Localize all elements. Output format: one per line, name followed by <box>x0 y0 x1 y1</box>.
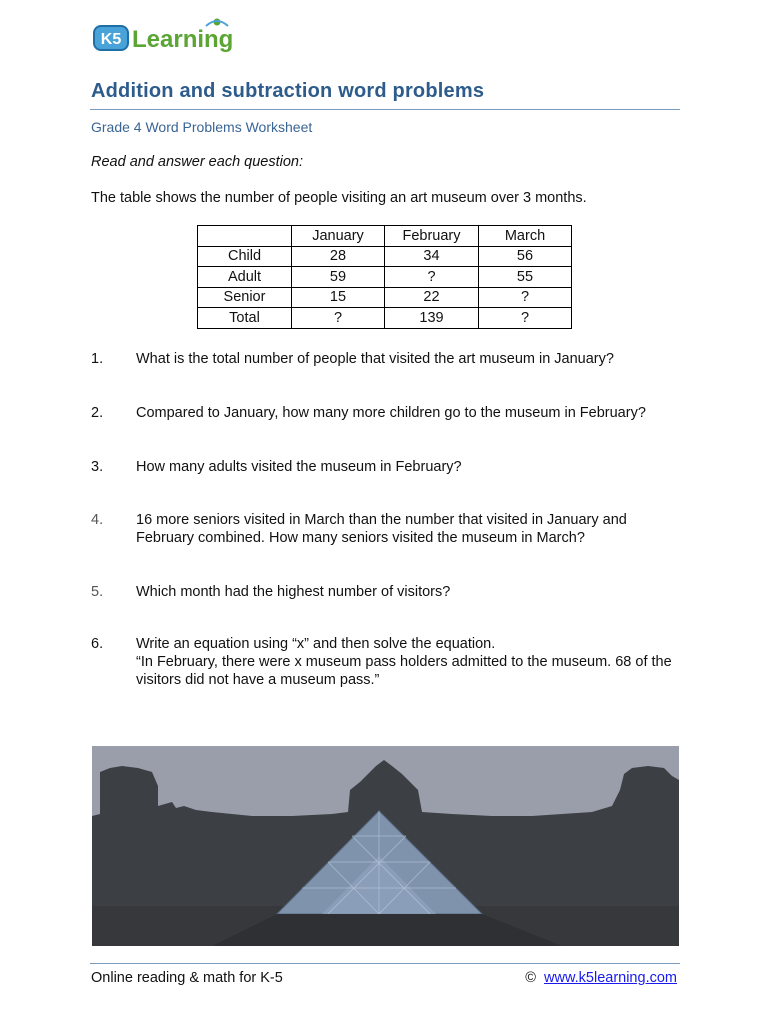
question-number: 1. <box>91 351 104 367</box>
table-row <box>198 308 572 329</box>
question-text: What is the total number of people that visited the art museum in January? <box>136 351 614 367</box>
table-cell: Child <box>198 246 292 267</box>
table-cell: 34 <box>385 246 479 267</box>
table-row <box>198 267 572 288</box>
table-cell: Adult <box>198 267 292 288</box>
table-cell: Total <box>198 308 292 329</box>
table-cell: 139 <box>385 308 479 329</box>
copyright-symbol: © <box>525 970 536 986</box>
page-subtitle: Grade 4 Word Problems Worksheet <box>91 119 313 135</box>
table-cell: ? <box>292 308 385 329</box>
table-cell: ? <box>479 287 572 308</box>
question-number: 3. <box>91 459 104 475</box>
louvre-pyramid-image <box>92 746 679 946</box>
table-cell: 15 <box>292 287 385 308</box>
question-number: 4. <box>91 512 104 528</box>
page-title: Addition and subtraction word problems <box>91 80 485 102</box>
question-text: 16 more seniors visited in March than the number that visited in January and February combined. How many seniors visited the museum in March? <box>136 512 627 546</box>
museum-visitors-table <box>197 225 572 329</box>
k5-learning-logo <box>92 14 262 60</box>
table-cell: Senior <box>198 287 292 308</box>
question-number: 6. <box>91 636 104 652</box>
table-cell: 59 <box>292 267 385 288</box>
footer-copyright <box>525 970 677 986</box>
table-cell: 28 <box>292 246 385 267</box>
table-header-cell: February <box>385 226 479 247</box>
question-number: 5. <box>91 584 104 600</box>
table-cell: ? <box>385 267 479 288</box>
table-header-cell: March <box>479 226 572 247</box>
question-number: 2. <box>91 405 104 421</box>
intro-text: The table shows the number of people visiting an art museum over 3 months. <box>91 190 587 206</box>
logo-learning-text: Learning <box>132 26 234 53</box>
question-text: How many adults visited the museum in February? <box>136 459 462 475</box>
table-row <box>198 246 572 267</box>
table-cell: 56 <box>479 246 572 267</box>
logo-k5-text: K5 <box>100 31 122 48</box>
table-row <box>198 287 572 308</box>
instructions: Read and answer each question: <box>91 154 304 170</box>
table-cell: 22 <box>385 287 479 308</box>
table-cell: 55 <box>479 267 572 288</box>
table-cell: ? <box>479 308 572 329</box>
footer-tagline: Online reading & math for K-5 <box>91 970 283 986</box>
question-text: Compared to January, how many more children go to the museum in February? <box>136 405 646 421</box>
footer-divider <box>90 963 680 964</box>
table-header-cell <box>198 226 292 247</box>
question-text-quote: “In February, there were x museum pass holders admitted to the museum. 68 of the visitors did not have a museum pass.” <box>136 654 672 688</box>
question-text: Write an equation using “x” and then solve the equation. <box>136 636 496 652</box>
table-header-row <box>198 226 572 247</box>
question-text: Which month had the highest number of visitors? <box>136 584 451 600</box>
title-divider <box>90 109 680 110</box>
table-header-cell: January <box>292 226 385 247</box>
k5learning-link[interactable]: www.k5learning.com <box>544 970 677 986</box>
